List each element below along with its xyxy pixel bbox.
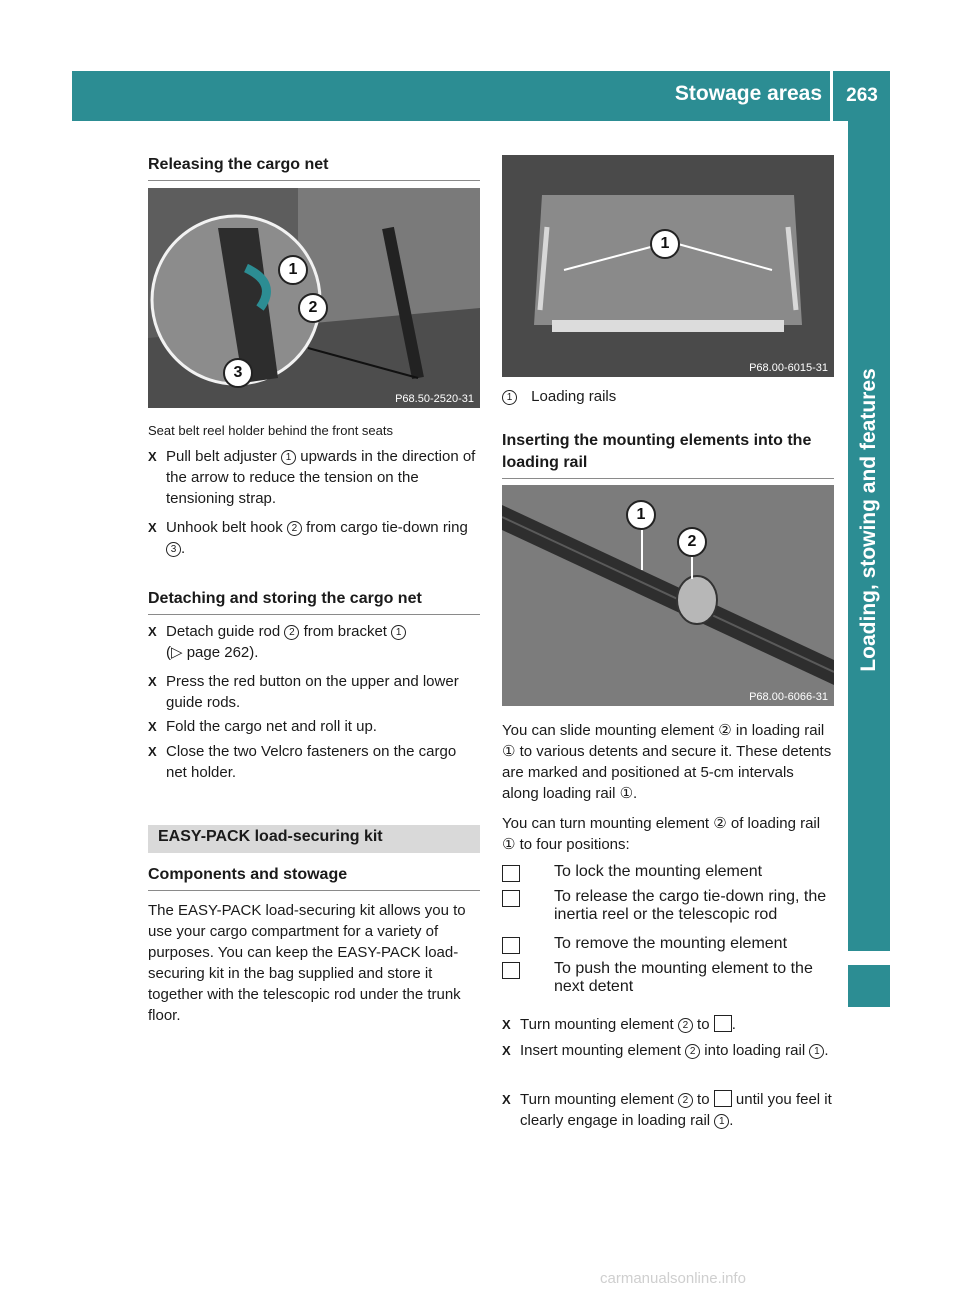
remove-position-icon	[714, 1015, 732, 1032]
step-text: Turn mounting element	[520, 1091, 674, 1108]
ref-1: 1	[391, 625, 406, 640]
ref-2: 2	[678, 1018, 693, 1033]
page-number: 263	[846, 85, 878, 106]
section-title: Releasing the cargo net	[148, 156, 329, 173]
step-text: until you feel it clearly engage in loading rail	[520, 1091, 832, 1129]
callout-2: 2	[677, 527, 707, 557]
step-text: into loading rail	[704, 1042, 806, 1059]
callout-1: 1	[650, 229, 680, 259]
ref-3: 3	[166, 542, 181, 557]
position-remove-row	[502, 935, 834, 953]
step-text: Turn mounting element	[520, 1016, 674, 1033]
photo-code: P68.50-2520-31	[395, 393, 474, 405]
photo-code: P68.00-6015-31	[749, 362, 828, 374]
position-release-row	[502, 888, 834, 924]
step-text: from cargo tie-down ring	[306, 519, 468, 536]
easy-pack-band	[148, 825, 480, 853]
release-position-icon	[502, 890, 520, 907]
section-title: Components and stowage	[148, 866, 348, 883]
step-text: .	[181, 540, 186, 557]
callout-1: 1	[278, 255, 308, 285]
position-lock-row	[502, 863, 834, 881]
side-tab-label: Loading, stowing and features	[857, 368, 880, 672]
step-text: from bracket	[303, 623, 387, 640]
section-rule	[148, 890, 480, 891]
step-pull-belt-adjuster	[148, 446, 480, 509]
ref-2: 2	[685, 1044, 700, 1059]
header-divider	[830, 71, 833, 121]
callout-1: 1	[626, 500, 656, 530]
band-title: EASY-PACK load-securing kit	[158, 828, 383, 845]
watermark: carmanualsonline.info	[600, 1270, 746, 1287]
mounting-element-photo	[502, 485, 834, 706]
position-text: To remove the mounting element	[554, 935, 788, 952]
step-text: Unhook belt hook	[166, 519, 283, 536]
lock-position-icon	[502, 865, 520, 882]
section-inserting-heading	[502, 430, 834, 479]
step-fold-net: X Fold the cargo net and roll it up.	[148, 716, 480, 737]
callout-2: 2	[298, 293, 328, 323]
section-rule	[148, 614, 480, 615]
section-title: Detaching and storing the cargo net	[148, 590, 422, 607]
push-position-icon	[502, 962, 520, 979]
turning-paragraph: You can turn mounting element ② of loading rail ① to four positions:	[502, 815, 821, 853]
position-push-row	[502, 960, 834, 996]
trunk-illustration	[502, 155, 834, 377]
ref-2: 2	[678, 1093, 693, 1108]
position-text: To push the mounting element to the next detent	[554, 960, 813, 995]
step-text: to	[697, 1016, 710, 1033]
step-text: upwards in the direction of the arrow to reduce the tension on the tensioning strap.	[166, 448, 476, 507]
position-text: To lock the mounting element	[554, 863, 763, 880]
step-text: Insert mounting element	[520, 1042, 681, 1059]
section-rule	[148, 180, 480, 181]
page-section-title: Stowage areas	[674, 82, 822, 105]
ref-1: 1	[502, 390, 517, 405]
step-close-velcro: X Close the two Velcro fasteners on the cargo net holder.	[148, 741, 480, 783]
rail-illustration	[502, 485, 834, 706]
step-text: to	[697, 1091, 710, 1108]
step-press-red-button: X Press the red button on the upper and lower guide rods.	[148, 671, 480, 713]
photo-code: P68.00-6066-31	[749, 691, 828, 703]
legend-loading-rails	[502, 386, 834, 407]
ref-1: 1	[281, 450, 296, 465]
section-releasing-heading	[148, 154, 480, 181]
page-reference: (▷ page 262).	[166, 644, 259, 661]
side-tab-marker	[848, 965, 890, 1007]
seat-belt-holder-photo	[148, 188, 480, 408]
position-text: To release the cargo tie-down ring, the inertia reel or the telescopic rod	[554, 888, 827, 923]
loading-rails-photo	[502, 155, 834, 377]
lock-position-icon	[714, 1090, 732, 1107]
section-detaching-heading	[148, 588, 480, 615]
section-components-heading	[148, 864, 480, 891]
ref-1: 1	[714, 1114, 729, 1129]
section-rule	[502, 478, 834, 479]
ref-2: 2	[284, 625, 299, 640]
step-detach-guide-rod	[148, 621, 480, 663]
legend-text: Loading rails	[531, 388, 617, 405]
sliding-paragraph: You can slide mounting element ② in loading rail ① to various detents and secure it. These detents are marked and positioned at 5-cm intervals along loading rail ①.	[502, 722, 832, 802]
step-insert-element: X Insert mounting element 2 into loading rail 1 .	[502, 1040, 834, 1061]
section-title: Inserting the mounting elements into the loading rail	[502, 432, 812, 471]
photo-caption: Seat belt reel holder behind the front seats	[148, 423, 393, 438]
step-turn-to-remove: X Turn mounting element 2 to .	[502, 1014, 834, 1035]
easy-pack-paragraph: The EASY-PACK load-securing kit allows you to use your cargo compartment for a variety of purposes. You can keep the EASY-PACK load-securing kit in the bag supplied and store it together with the telescopic rod under the trunk floor.	[148, 902, 466, 1024]
ref-1: 1	[809, 1044, 824, 1059]
step-text: Detach guide rod	[166, 623, 281, 640]
ref-2: 2	[287, 521, 302, 536]
step-text: Pull belt adjuster	[166, 448, 277, 465]
remove-position-icon	[502, 937, 520, 954]
step-turn-to-lock: X Turn mounting element 2 to until you feel it clearly engage in loading rail 1 .	[502, 1089, 834, 1131]
callout-3: 3	[223, 358, 253, 388]
step-unhook-belt-hook	[148, 517, 480, 559]
